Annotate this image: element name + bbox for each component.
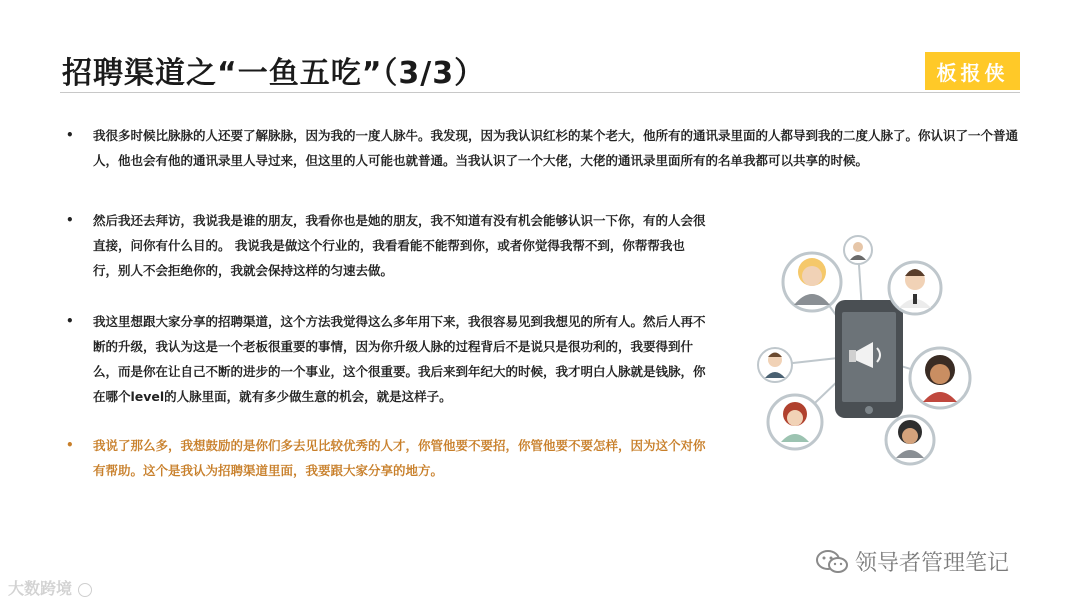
avatar [910,348,970,408]
bullet-text: 我很多时候比脉脉的人还要了解脉脉，因为我的一度人脉牛。我发现，因为我认识红杉的某个老大，他所有的通讯录里面的人都导到我的二度人脉了。你认识了一个普通人，他也会有他的通讯录里人导过来，但这里的人可能也就普通。当我认识了一个大佬，大佬的通讯录里面所有的名单我都可以共享的时候。 [93,128,1019,168]
avatar [844,236,872,264]
bullet-1 [66,123,1023,173]
avatar [758,348,792,382]
bullet-text: 我这里想跟大家分享的招聘渠道，这个方法我觉得这么多年用下来，我很容易见到我想见的所有人。然后人再不断的升级，我认为这是一个老板很重要的事情，因为你升级人脉的过程背后不是说只是很功利的，我要得到什么，而是你在让自己不断的进步的一个事业，这个很重要。我后来到年纪大的时候，我才明白人脉就是钱脉，你在哪个level的人脉里面，就有多少做生意的机会，就是这样子。 [93,314,706,404]
circle-icon [78,583,92,597]
brand-logo: 板报侠 [925,52,1020,90]
page-title: 招聘渠道之“一鱼五吃”（3/3） [62,56,486,91]
bullet-4-highlight [66,433,708,483]
bullet-marker: • [66,438,74,452]
phone-icon [835,300,903,418]
bullet-2 [66,208,708,283]
people-network-illustration [755,230,975,470]
avatar [886,416,934,464]
title-divider [60,92,1020,93]
avatar [783,253,841,311]
wechat-icon [815,549,849,575]
bullet-marker: • [66,314,74,328]
watermark [8,576,92,599]
watermark-text: 大数跨境 [8,579,73,598]
wechat-account [815,546,1009,577]
bullet-text: 然后我还去拜访，我说我是谁的朋友，我看你也是她的朋友，我不知道有没有机会能够认识一下你，有的人会很直接，问你有什么目的。 我说我是做这个行业的，我看看能不能帮到你，或者你觉得我帮不到，你帮帮我也行，别人不会拒绝你的，我就会保持这样的匀速去做。 [93,213,706,278]
bullet-marker: • [66,128,74,142]
avatar [889,262,941,314]
wechat-account-name: 领导者管理笔记 [855,551,1010,576]
bullet-3 [66,309,708,409]
bullet-marker: • [66,213,74,227]
bullet-text: 我说了那么多，我想鼓励的是你们多去见比较优秀的人才，你管他要不要招，你管他要不要怎样，因为这个对你有帮助。这个是我认为招聘渠道里面，我要跟大家分享的地方。 [93,438,706,478]
avatar [768,395,822,449]
